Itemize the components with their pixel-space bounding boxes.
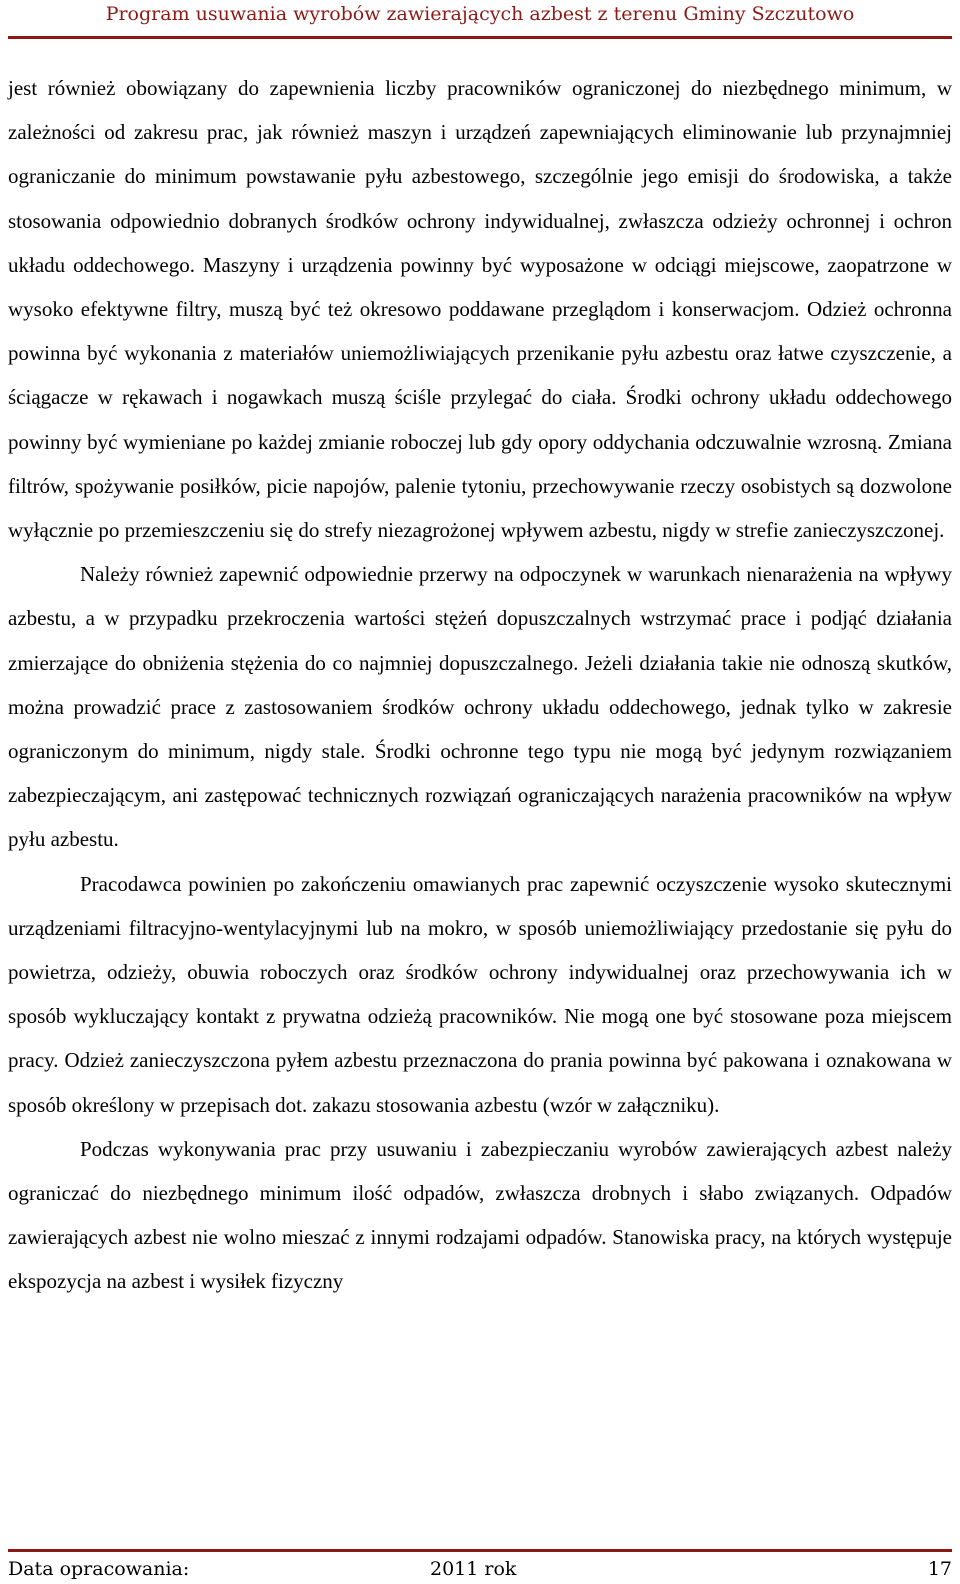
footer-year: 2011 rok [430, 1558, 517, 1580]
footer-date-label: Data opracowania: [8, 1558, 190, 1580]
paragraph: Podczas wykonywania prac przy usuwaniu i zabezpieczaniu wyrobów zawierających azbest należy ograniczać do niezbędnego minimum ilość odpadów, zwłaszcza drobnych i słabo związanych. Odpadów zawierających azbest nie wolno mieszać z innymi rodzajami odpadów. Stanowiska pracy, na których występuje ekspozycja na azbest i wysiłek fizyczny [8, 1136, 952, 1294]
header-divider [8, 36, 952, 39]
page-header-title: Program usuwania wyrobów zawierających azbest z terenu Gminy Szczutowo [105, 3, 855, 25]
paragraph: Należy również zapewnić odpowiednie przerwy na odpoczynek w warunkach nienarażenia na wpływy azbestu, a w przypadku przekroczenia wartości stężeń dopuszczalnych wstrzymać prace i podjąć działania zmierzające do obniżenia stężenia do co najmniej dopuszczalnego. Jeżeli działania takie nie odnoszą skutków, można prowadzić prace z zastosowaniem środków ochrony układu oddechowego, jednak tylko w zakresie ograniczonym do minimum, nigdy stale. Środki ochronne tego typu nie mogą być jedynym rozwiązaniem zabezpieczającym, ani zastępować technicznych rozwiązań ograniczających narażenia pracowników na wpływ pyłu azbestu. [8, 562, 952, 852]
paragraph: Pracodawca powinien po zakończeniu omawianych prac zapewnić oczyszczenie wysoko skutecznymi urządzeniami filtracyjno-wentylacyjnymi lub na mokro, w sposób uniemożliwiający przedostanie się pyłu do powietrza, odzieży, obuwia roboczych oraz środków ochrony indywidualnej oraz przechowywania ich w sposób wykluczający kontakt z prywatna odzieżą pracowników. Nie mogą one być stosowane poza miejscem pracy. Odzież zanieczyszczona pyłem azbestu przeznaczona do prania powinna być pakowana i oznakowana w sposób określony w przepisach dot. zakazu stosowania azbestu (wzór w załączniku). [8, 871, 952, 1117]
document-body [8, 66, 952, 1304]
page-footer [8, 1556, 952, 1582]
footer-divider [8, 1549, 952, 1552]
paragraph-continued: jest również obowiązany do zapewnienia liczby pracowników ograniczonej do niezbędnego minimum, w zależności od zakresu prac, jak również maszyn i urządzeń zapewniających eliminowanie lub przynajmniej ograniczanie do minimum powstawanie pyłu azbestowego, szczególnie jego emisji do środowiska, a także stosowania odpowiednio dobranych środków ochrony indywidualnej, zwłaszcza odzieży ochronnej i ochron układu oddechowego. Maszyny i urządzenia powinny być wyposażone w odciągi miejscowe, zaopatrzone w wysoko efektywne filtry, muszą być też okresowo poddawane przeglądom i konserwacjom. Odzież ochronna powinna być wykonania z materiałów uniemożliwiających przenikanie pyłu azbestu oraz łatwe czyszczenie, a ściągacze w rękawach i nogawkach muszą ściśle przylegać do ciała. Środki ochrony układu oddechowego powinny być wymieniane po każdej zmianie roboczej lub gdy opory oddychania odczuwalnie wzrosną. Zmiana filtrów, spożywanie posiłków, picie napojów, palenie tytoniu, przechowywanie rzeczy osobistych są dozwolone wyłącznie po przemieszczeniu się do strefy niezagrożonej wpływem azbestu, nigdy w strefie zanieczyszczonej. [8, 76, 952, 543]
page-number: 17 [927, 1558, 952, 1580]
